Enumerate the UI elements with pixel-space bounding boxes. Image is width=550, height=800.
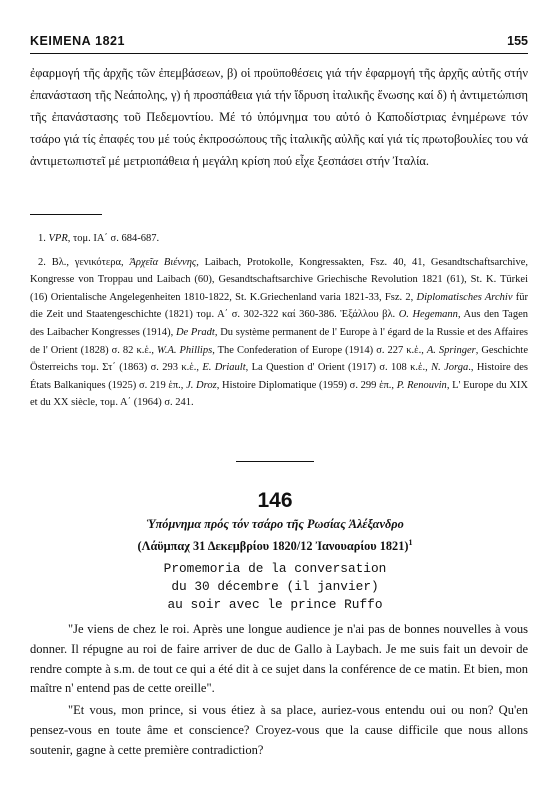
footnote-text: , L' Europe du XIX et du XX siècle, τομ. Α΄ (1964) σ. 241. bbox=[30, 379, 529, 409]
memo-line: du 30 décembre (il janvier) bbox=[171, 579, 379, 594]
footnote-reference: 1 bbox=[408, 538, 413, 547]
footnote-ref: A. Springer bbox=[426, 344, 476, 356]
footnote-ref: P. Renouvin bbox=[396, 379, 447, 391]
footnote-ref: Diplomatisches Archiv bbox=[416, 291, 513, 303]
running-title: ΚΕΙΜΕΝΑ 1821 bbox=[30, 34, 125, 48]
document-number: 146 bbox=[257, 489, 293, 512]
footnote-text: , Laibach, Protokolle, Kongressakten, Fsz. 40, 41, Gesandtschaftsarchive, Kongresse von Troppau und Laibach (60), Gesandtschaftsarchive Griechische Revolution 1821 (61), St. K. Türkei (16) Orientalische Angelegenheiten 1810-1822, St. K.Griechenland varia 1821-33, Fsz. 2, bbox=[30, 256, 528, 303]
document-body bbox=[30, 620, 528, 763]
body-paragraph: "Et vous, mon prince, si vous étiez à sa place, auriez-vous entendu oui ou non? Qu'en pensez-vous en toute âme et conscience? Croyez-vous que la cause difficile que nous allons soutenir, gagne à cette première contradiction? bbox=[30, 703, 528, 757]
page-number: 155 bbox=[507, 34, 528, 48]
footnote-text: , Aus den Tagen des Laibacher Kongresses (1914), bbox=[30, 309, 528, 338]
memo-line: Promemoria de la conversation bbox=[163, 561, 387, 576]
footnote-ref: VPR bbox=[48, 233, 68, 244]
footnote-text: , τομ. ΙΑ΄ σ. 684-687. bbox=[67, 233, 160, 244]
footnote-text: ., Histoire des États Balkaniques (1925) σ. 219 ἑπ., bbox=[30, 362, 529, 391]
footnote-text: , The Confederation of Europe (1914) σ. 227 κ.ἑ., bbox=[212, 344, 427, 356]
footnote-separator bbox=[30, 214, 102, 215]
footnote-text: , Geschichte Österreichs τομ. Στ΄ (1863) σ. 293 κ.ἑ., bbox=[30, 344, 528, 374]
footnote-text: , La Question d' Orient (1917) σ. 108 κ.ἑ., bbox=[245, 362, 432, 374]
footnote-text: für die Zeit und Staatengeschichte (1821) τομ. Α΄ σ. 302-322 καί 360-386. Ἐξάλλου βλ. bbox=[30, 291, 528, 321]
body-paragraph: "Je viens de chez le roi. Après une longue audience je n'ai pas de bonnes nouvelles à vous donner. Il répugne au roi de faire arriver de duc de Gallo à Laybach. Je me suis fait un devoir de rendre compte à s.m. de tout ce qui a été dit à ce sujet dans la conférence de ce matin. Et bien, mon maître n' entend pas de cette oreille". bbox=[30, 622, 528, 696]
intro-paragraph: ἐφαρμογή τῆς ἀρχῆς τῶν ἐπεμβάσεων, β) οἱ προϋποθέσεις γιά τήν ἐφαρμογή τῆς ἀρχῆς αὐτῆς στήν ἐπανάσταση τῆς Νεάπολης, γ) ἡ προσπάθεια γιά τήν ἵδρυση ἰταλικῆς ἕνωσης καί δ) ἡ ἀντιμετώπιση τῆς ἐπανάστασης τοῦ Πεδεμοντίου. Μέ τό ὑπόμνημα του αὐτό ὁ Καποδίστριας ἐνημέρωνε τόν τσάρο γιά τίς ἐπαφές του μέ τούς ἐκπροσώπους τῆς ἰταλικῆς αὐλῆς καί γιά τίς πρωτοβουλίες του νά ἀντιμετωπιστεῖ μέ μετριοπάθεια ἡ μεγάλη κρίση πού εἶχε ξεσπάσει στήν Ἰταλία. bbox=[30, 66, 528, 168]
footnote-ref: O. Hegemann bbox=[398, 309, 458, 321]
footnote-2 bbox=[30, 254, 528, 412]
document-title: Ὑπόμνημα πρός τόν τσάρο τῆς Ρωσίας Ἀλέξανδρο bbox=[146, 517, 404, 531]
footnote-number: 2. bbox=[38, 256, 46, 268]
footnote-text: , Histoire Diplomatique (1959) σ. 299 ἑπ., bbox=[216, 379, 397, 391]
page-header bbox=[30, 34, 528, 54]
footnote-1 bbox=[30, 230, 528, 248]
memo-heading bbox=[0, 560, 550, 614]
footnote-ref: J. Droz bbox=[186, 379, 217, 391]
document-date-text: (Λάϋμπαχ 31 Δεκεμβρίου 1820/12 Ἰανουαρίου 1821) bbox=[137, 539, 409, 554]
footnote-ref: E. Driault bbox=[202, 362, 246, 374]
section-separator bbox=[236, 461, 314, 462]
footnote-number: 1. bbox=[38, 233, 46, 244]
footnote-ref: De Pradt bbox=[175, 326, 215, 338]
footnote-ref: N. Jorga bbox=[431, 362, 469, 374]
document-date bbox=[0, 538, 550, 554]
footnotes bbox=[30, 230, 528, 418]
header-rule bbox=[30, 53, 528, 54]
footnote-text: , Du système permanent de l' Europe à l' égard de la Russie et des Affaires de l' Orient (1828) σ. 82 κ.ἑ., bbox=[30, 326, 528, 356]
memo-line: au soir avec le prince Ruffo bbox=[167, 597, 383, 612]
footnote-text: Βλ., γενικότερα, bbox=[51, 256, 130, 268]
footnote-ref: W.A. Phillips bbox=[157, 344, 213, 356]
footnote-ref: Ἀρχεῖα Βιέννης bbox=[129, 256, 197, 268]
